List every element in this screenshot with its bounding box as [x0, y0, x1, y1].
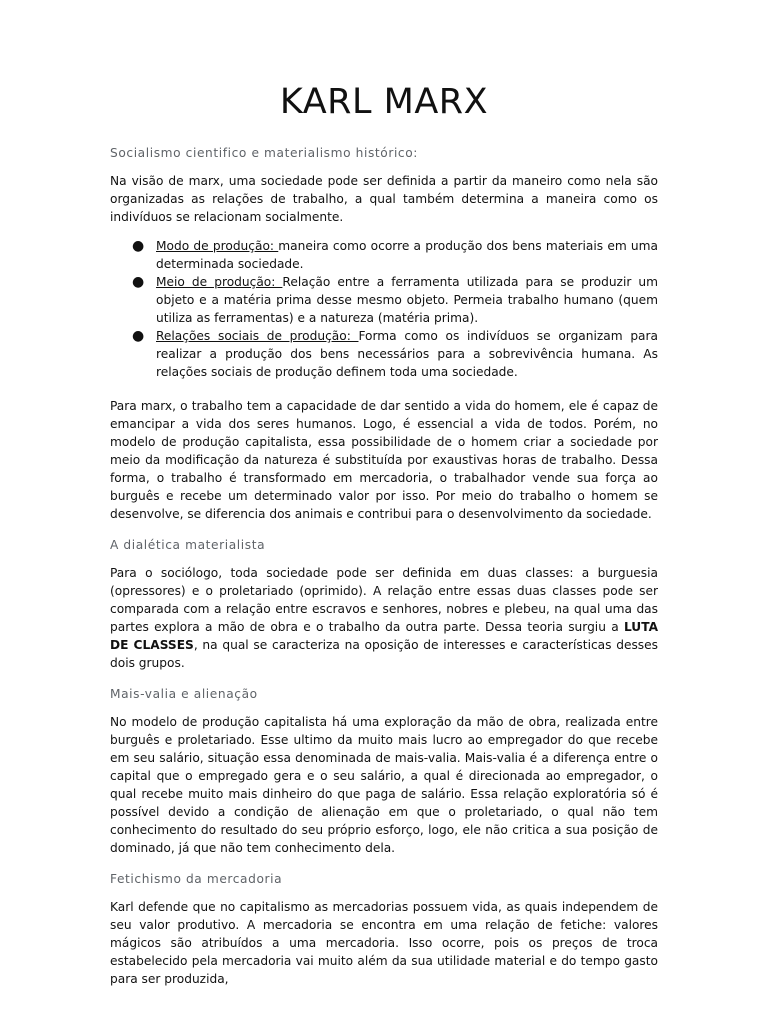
- section-heading-fetichismo: Fetichismo da mercadoria: [110, 872, 283, 886]
- bullet-text-modo-producao: maneira como ocorre a produção dos bens materiais em uma determinada sociedade.: [156, 239, 658, 271]
- bullet-dot-icon: ●: [132, 328, 145, 344]
- section-heading-socialismo: Socialismo cientifico e materialismo histórico:: [110, 146, 418, 160]
- paragraph-dialetica-strong: LUTA DE CLASSES: [110, 620, 658, 652]
- bullet-text-relacoes-sociais: Forma como os indivíduos se organizam para realizar a produção dos bens necessários para a sobrevivência humana. As relações sociais de produção definem toda uma sociedade.: [156, 329, 658, 379]
- bullet-term-meio-producao: Meio de produção:: [156, 275, 283, 289]
- bullet-item-meio-producao: [110, 273, 658, 327]
- paragraph-fetichismo: Karl defende que no capitalismo as mercadorias possuem vida, as quais independem de seu valor produtivo. A mercadoria se encontra em uma relação de fetiche: valores mágicos são atribuídos a uma mercadoria. Isso ocorre, pois os preços de troca estabelecido pela mercadoria vai muito além da sua utilidade material e do tempo gasto para ser produzida,: [110, 900, 658, 986]
- paragraph-socialismo-trabalho: Para marx, o trabalho tem a capacidade de dar sentido a vida do homem, ele é capaz de emancipar a vida dos seres humanos. Logo, é essencial a vida de todos. Porém, no modelo de produção capitalista, essa possibilidade de o homem criar a sociedade por meio da modificação da natureza é substituída por exaustivas horas de trabalho. Dessa forma, o trabalho é transformado em mercadoria, o trabalhador vende sua força ao burguês e recebe um determinado valor por isso. Por meio do trabalho o homem se desenvolve, se diferencia dos animais e contribui para o desenvolvimento da sociedade.: [110, 399, 658, 521]
- bullet-list-concepts: [110, 237, 658, 381]
- paragraph-dialetica-text-after: , na qual se caracteriza na oposição de interesses e características desses dois grupos.: [110, 638, 658, 670]
- section-heading-dialetica: A dialética materialista: [110, 538, 266, 552]
- bullet-term-modo-producao: Modo de produção:: [156, 239, 279, 253]
- document-title: KARL MARX: [279, 82, 489, 122]
- section-heading-mais-valia: Mais-valia e alienação: [110, 687, 258, 701]
- bullet-item-modo-producao: [110, 237, 658, 273]
- bullet-dot-icon: ●: [132, 274, 145, 290]
- document-page: [110, 82, 658, 1003]
- paragraph-dialetica: [110, 564, 658, 672]
- bullet-term-relacoes-sociais: Relações sociais de produção:: [156, 329, 359, 343]
- bullet-text-meio-producao: Relação entre a ferramenta utilizada para se produzir um objeto e a matéria prima desse mesmo objeto. Permeia trabalho humano (quem utiliza as ferramentas) e a natureza (matéria prima).: [156, 275, 659, 325]
- paragraph-socialismo-intro: Na visão de marx, uma sociedade pode ser definida a partir da maneiro como nela são organizadas as relações de trabalho, a qual também determina a maneira como os indivíduos se relacionam socialmente.: [110, 174, 658, 224]
- bullet-item-relacoes-sociais: [110, 327, 658, 381]
- bullet-dot-icon: ●: [132, 238, 145, 254]
- paragraph-mais-valia: No modelo de produção capitalista há uma exploração da mão de obra, realizada entre burguês e proletariado. Esse ultimo da muito mais lucro ao empregador do que recebe em seu salário, situação essa denominada de mais-valia. Mais-valia é a diferença entre o capital que o empregado gera e o seu salário, a qual é direcionada ao empregador, o qual recebe muito mais dinheiro do que paga de salário. Essa relação exploratória só é possível devido a condição de alienação em que o proletariado, o qual não tem conhecimento do resultado do seu próprio esforço, logo, ele não critica a sua posição de dominado, já que não tem conhecimento dela.: [110, 715, 658, 855]
- paragraph-dialetica-text-before: Para o sociólogo, toda sociedade pode ser definida em duas classes: a burguesia (opressores) e o proletariado (oprimido). A relação entre essas duas classes pode ser comparada com a relação entre escravos e senhores, nobres e plebeu, na qual uma das partes explora a mão de obra e o trabalho da outra parte. Dessa teoria surgiu a: [110, 566, 658, 634]
